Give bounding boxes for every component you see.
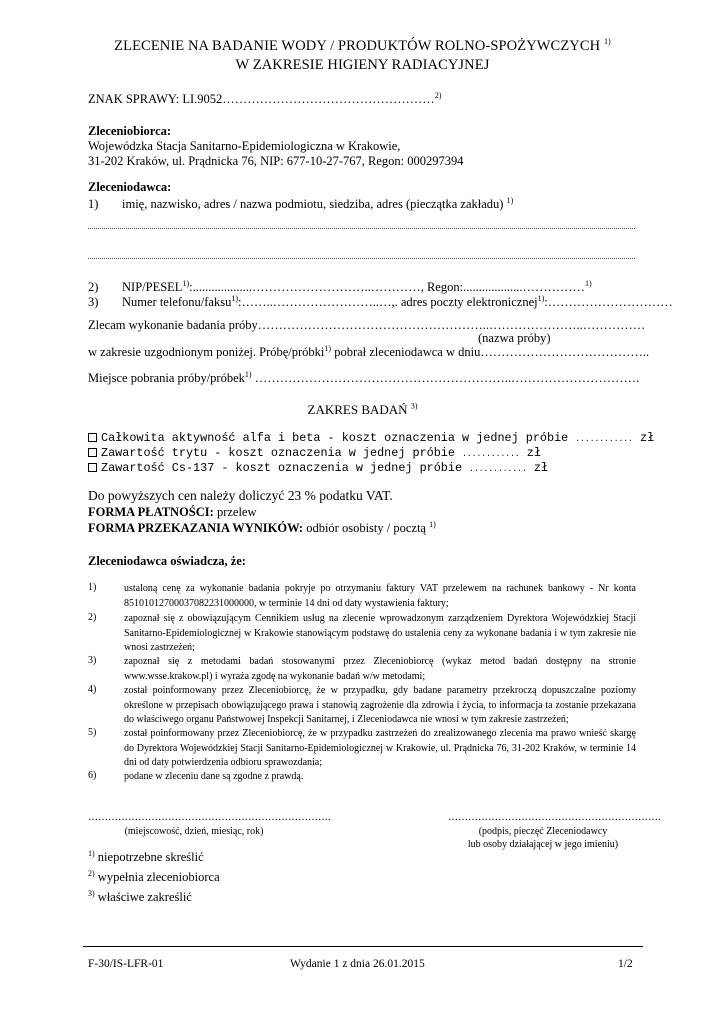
- client-address-line-2[interactable]: [88, 258, 635, 259]
- client-item1-label: imię, nazwisko, adres / nazwa podmiotu, siedziba, adres (pieczątka zakładu) $^{1)}$: [122, 195, 514, 211]
- scope-item-alpha-beta[interactable]: Całkowita aktywność alfa i beta - koszt oznaczenia w jednej próbie ............ zł: [88, 431, 654, 445]
- signature-caption-2: lub osoby działającej w jego imieniu): [467, 839, 619, 850]
- signature-field[interactable]: ……………………………………………………….: [448, 812, 661, 823]
- client-item1-num: 1): [88, 197, 99, 211]
- client-item2-num: 2): [88, 280, 99, 294]
- checkbox-icon[interactable]: [88, 448, 97, 457]
- sample-name-field[interactable]: Zlecam wykonanie badania próby………………………………………………..…………………..……………: [88, 318, 646, 332]
- place-date-caption: (miejscowość, dzień, miesiąc, rok): [124, 826, 264, 837]
- edition-info: Wydanie 1 z dnia 26.01.2015: [290, 958, 425, 970]
- result-delivery-form: FORMA PRZEKAZANIA WYNIKÓW: odbiór osobisty / pocztą $^{1)}$: [88, 519, 436, 535]
- footer-divider: [83, 946, 643, 947]
- contractor-line1: Wojewódzka Stacja Sanitarno-Epidemiologiczna w Krakowie,: [88, 139, 401, 153]
- nip-regon-field[interactable]: NIP/PESEL$^{1)}$:...................………………………..…………, Regon:...................……………$^{1)}$: [122, 278, 592, 294]
- place-date-field[interactable]: ……………………………………………………………….: [88, 812, 331, 823]
- client-heading: Zleceniodawca:: [88, 180, 172, 194]
- declaration-num: 2): [88, 612, 97, 623]
- client-item3-num: 3): [88, 295, 99, 309]
- declaration-item-4: został poinformowany przez Zleceniobiorcę, że w przypadku, gdy badane parametry przekroczą dopuszczalne poziomy określone w przepisach obowiązującego prawa i stanowią zagrożenie dla zdrowia i życia, to informacja ta zostanie przekazana do właściwego organu Państwowej Inspekcji Sanitarnej, i Zleceniodawca nie wnosi w tym zakresie zastrzeżeń;: [124, 685, 636, 725]
- sampling-place-field[interactable]: Miejsce pobrania próby/próbek$^{1)}$ ……………………………………………………..………………………….: [88, 369, 640, 385]
- sample-name-caption: (nazwa próby): [478, 331, 551, 345]
- signature-caption-1: (podpis, pieczęć Zleceniodawcy: [478, 826, 608, 837]
- checkbox-icon[interactable]: [88, 463, 97, 472]
- case-number-field[interactable]: ZNAK SPRAWY: LI.9052……………………………………………$^{2)}$: [88, 90, 442, 106]
- declaration-num: 1): [88, 582, 97, 593]
- declaration-item-2: zapoznał się z obowiązującym Cennikiem usług na zlecenie wprowadzonym zarządzeniem Dyrektora Wojewódzkiej Stacji Sanitarno-Epidemiologicznej w Krakowie stanowiącym podstawę do ustalenia ceny za wykonane badania i w tym zakresie nie wnosi zastrzeżeń;: [124, 613, 636, 653]
- declaration-num: 5): [88, 727, 97, 738]
- scope-item-tritium[interactable]: Zawartość trytu - koszt oznaczenia w jednej próbie ............ zł: [88, 446, 541, 460]
- scope-item-cs137[interactable]: Zawartość Cs-137 - koszt oznaczenia w jednej próbie ............ zł: [88, 461, 548, 475]
- phone-email-field[interactable]: Numer telefonu/faksu$^{1)}$:……..……………………..…,. adres poczty elektronicznej$^{1)}$:…………………………: [122, 293, 673, 309]
- scope-title: ZAKRES BADAŃ $^{3)}$: [307, 401, 418, 417]
- page-number: 1/2: [618, 958, 633, 970]
- footnote-1: $^{1)}$ niepotrzebne skreślić: [88, 848, 204, 864]
- declaration-item-5: został poinformowany przez Zleceniobiorcę, że w przypadku zastrzeżeń do zrealizowanego zlecenia ma prawo wnieść skargę do Dyrektora Wojewódzkiej Stacji Sanitarno-Epidemiologicznej w Krakowie, ul. Prądnicka 76, 31-202 Kraków, w terminie 14 dni od daty potwierdzenia odbioru sprawozdania;: [124, 728, 636, 768]
- checkbox-icon[interactable]: [88, 433, 97, 442]
- contractor-line2: 31-202 Kraków, ul. Prądnicka 76, NIP: 677-10-27-767, Regon: 000297394: [88, 154, 464, 168]
- declaration-num: 6): [88, 770, 97, 781]
- declaration-heading: Zleceniodawca oświadcza, że:: [88, 554, 246, 568]
- document-title-line1: ZLECENIE NA BADANIE WODY / PRODUKTÓW ROLNO-SPOŻYWCZYCH $^{1)}$: [114, 37, 611, 54]
- footnote-2: $^{2)}$ wypełnia zleceniobiorca: [88, 868, 220, 884]
- declaration-num: 4): [88, 684, 97, 695]
- footnote-ref: 1): [603, 37, 611, 47]
- client-address-line-1[interactable]: [88, 228, 635, 229]
- form-code: F-30/IS-LFR-01: [88, 958, 164, 970]
- declaration-item-1: ustaloną cenę za wykonanie badania pokryje po otrzymaniu faktury VAT przelewem na rachunek bankowy - Nr konta 85101012700037082231000000, w terminie 14 dni od daty wystawienia faktury;: [124, 583, 636, 609]
- sampling-date-field[interactable]: w zakresie uzgodnionym poniżej. Próbę/próbki$^{1)}$ pobrał zleceniodawca w dniu…………………………………..: [88, 343, 650, 359]
- declaration-num: 3): [88, 655, 97, 666]
- contractor-heading: Zleceniobiorca:: [88, 124, 172, 138]
- declaration-item-3: zapoznał się z metodami badań stosowanymi przez Zleceniobiorcę (wykaz metod badań dostępny na stronie www.wsse.krakow.pl) i wyraża zgodę na wykonanie badań w/w metodami;: [124, 656, 636, 682]
- vat-note: Do powyższych cen należy doliczyć 23 % podatku VAT.: [88, 488, 393, 503]
- footnote-3: $^{3)}$ właściwe zakreślić: [88, 888, 192, 904]
- document-title-line2: W ZAKRESIE HIGIENY RADIACYJNEJ: [235, 57, 490, 73]
- payment-form: FORMA PŁATNOŚCI: przelew: [88, 505, 257, 519]
- declaration-item-6: podane w zleceniu dane są zgodne z prawdą.: [124, 771, 304, 782]
